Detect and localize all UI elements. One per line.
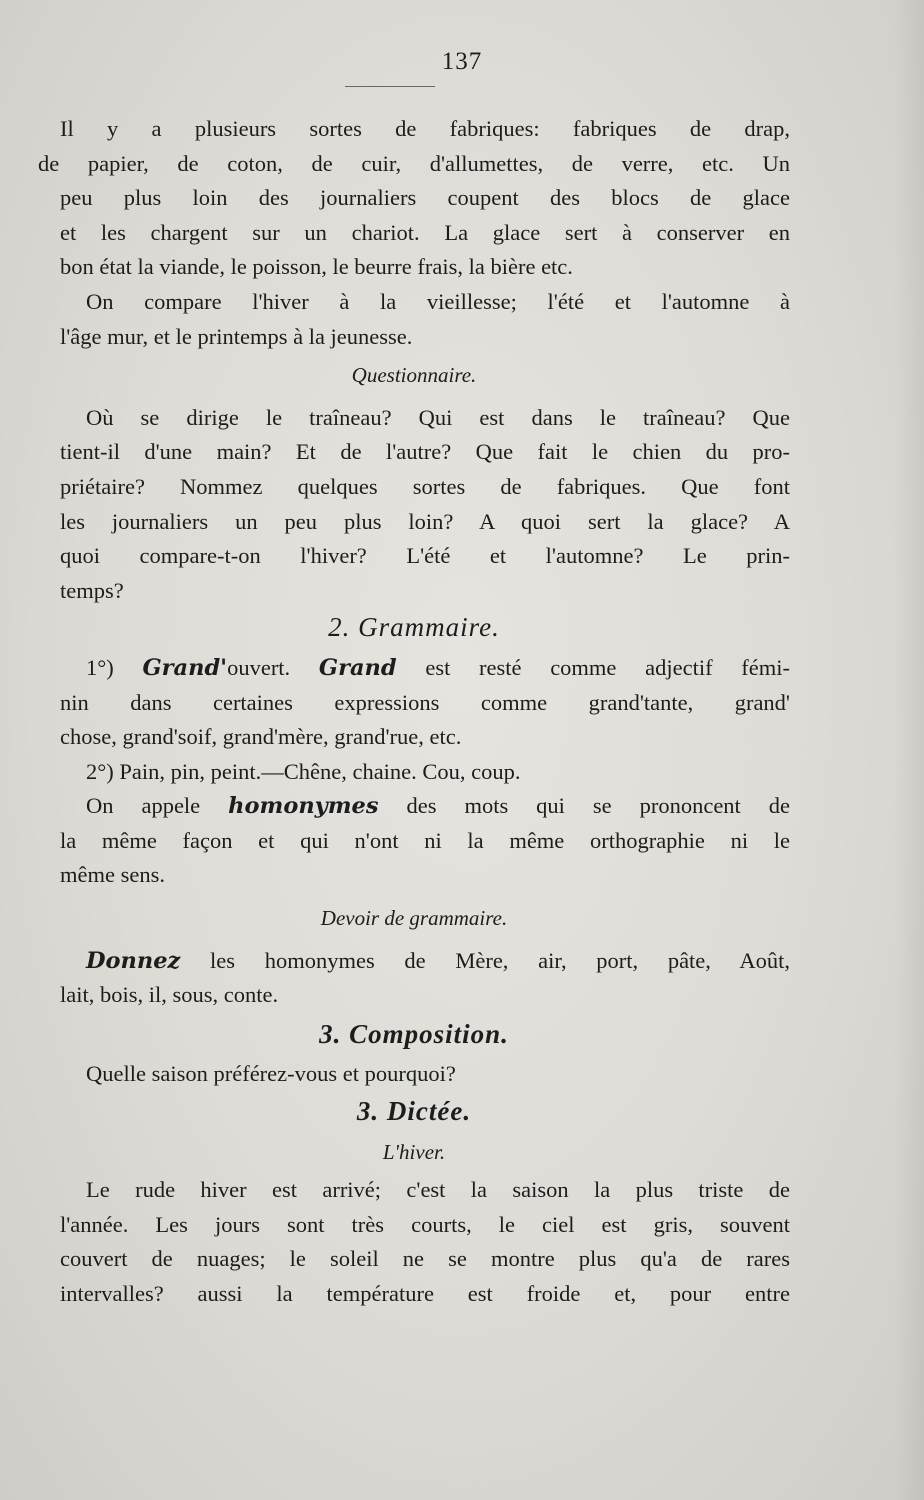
- text-line: Quelle saison préférez-vous et pourquoi?: [86, 1061, 456, 1087]
- text-line: quoi compare-t-on l'hiver? L'été et l'automne? Le prin-: [60, 543, 790, 569]
- text-line: peu plus loin des journaliers coupent des blocs de glace: [60, 185, 790, 211]
- page-number-rule: [345, 86, 435, 87]
- text-line: intervalles? aussi la température est froide et, pour entre: [60, 1281, 790, 1306]
- paragraph-fabriques: [38, 112, 790, 285]
- text-line: [38, 944, 790, 979]
- text-line: la même façon et qui n'ont ni la même orthographie ni le: [60, 827, 790, 853]
- grammar-1-text-2: est resté comme adjectif fémi-: [396, 654, 790, 680]
- page-body: [38, 112, 790, 1312]
- text-line: Il y a plusieurs sortes de fabriques: fabriques de drap,: [60, 116, 790, 141]
- text-line: Le rude hiver est arrivé; c'est la saison la plus triste de: [86, 1177, 790, 1203]
- text-line: temps?: [60, 577, 124, 603]
- paragraph-comparaison: [38, 285, 790, 354]
- grammar-paragraph-1: [38, 651, 790, 755]
- grammar-3-script-word: homonymes: [228, 793, 379, 820]
- text-line: [38, 789, 790, 824]
- dictee-paragraph: [38, 1173, 790, 1311]
- questionnaire-heading: Questionnaire.: [351, 363, 477, 388]
- grammar-paragraph-3: [38, 789, 790, 893]
- grammar-1-prefix: 1°): [86, 654, 143, 680]
- text-line: de papier, de coton, de cuir, d'allumettes, de verre, etc. Un: [38, 150, 790, 176]
- text-line: 2°) Pain, pin, peint.—Chêne, chaine. Cou, coup.: [86, 758, 521, 784]
- text-line: l'année. Les jours sont très courts, le ciel est gris, souvent: [60, 1211, 790, 1237]
- text-line: Où se dirige le traîneau? Qui est dans le traîneau? Que: [86, 404, 790, 430]
- grammar-paragraph-2: [38, 755, 790, 790]
- text-line: nin dans certaines expressions comme grand'tante, grand': [60, 689, 790, 715]
- grammar-1-script-word-2: Grand: [318, 654, 397, 681]
- section-grammaire-heading: 2. Grammaire.: [328, 612, 500, 643]
- text-line: [38, 651, 790, 686]
- page-edge-shadow: [894, 0, 924, 1500]
- text-line: bon état la viande, le poisson, le beurre frais, la bière etc.: [60, 254, 573, 280]
- grammar-1-script-word: Grand': [142, 654, 228, 681]
- grammar-3-prefix: On appele: [86, 793, 229, 819]
- grammar-3-text: des mots qui se prononcent de: [378, 793, 790, 819]
- text-line: et les chargent sur un chariot. La glace sert à conserver en: [60, 219, 790, 245]
- text-line: chose, grand'soif, grand'mère, grand'rue, etc.: [60, 724, 462, 750]
- text-line: lait, bois, il, sous, conte.: [60, 982, 279, 1008]
- text-line: les journaliers un peu plus loin? A quoi sert la glace? A: [60, 508, 790, 534]
- text-line: couvert de nuages; le soleil ne se montre plus qu'a de rares: [60, 1246, 790, 1272]
- composition-paragraph: [38, 1057, 790, 1092]
- page-number: 137: [441, 48, 483, 75]
- grammar-1-text: ouvert.: [227, 654, 319, 680]
- section-composition-heading: 3. Composition.: [319, 1018, 509, 1049]
- devoir-paragraph: [38, 944, 790, 1013]
- devoir-text: les homonymes de Mère, air, port, pâte, Août,: [180, 947, 790, 973]
- devoir-heading: Devoir de grammaire.: [320, 906, 508, 931]
- text-line: même sens.: [60, 862, 165, 888]
- dictee-title: L'hiver.: [382, 1139, 446, 1164]
- section-dictee-heading: 3. Dictée.: [356, 1096, 472, 1127]
- questionnaire-paragraph: [38, 401, 790, 609]
- text-line: priétaire? Nommez quelques sortes de fabriques. Que font: [60, 473, 790, 499]
- text-line: tient-il d'une main? Et de l'autre? Que fait le chien du pro-: [60, 439, 790, 465]
- text-line: l'âge mur, et le printemps à la jeunesse.: [60, 323, 413, 349]
- devoir-script-word: Donnez: [86, 947, 181, 974]
- text-line: On compare l'hiver à la vieillesse; l'été et l'automne à: [86, 288, 790, 314]
